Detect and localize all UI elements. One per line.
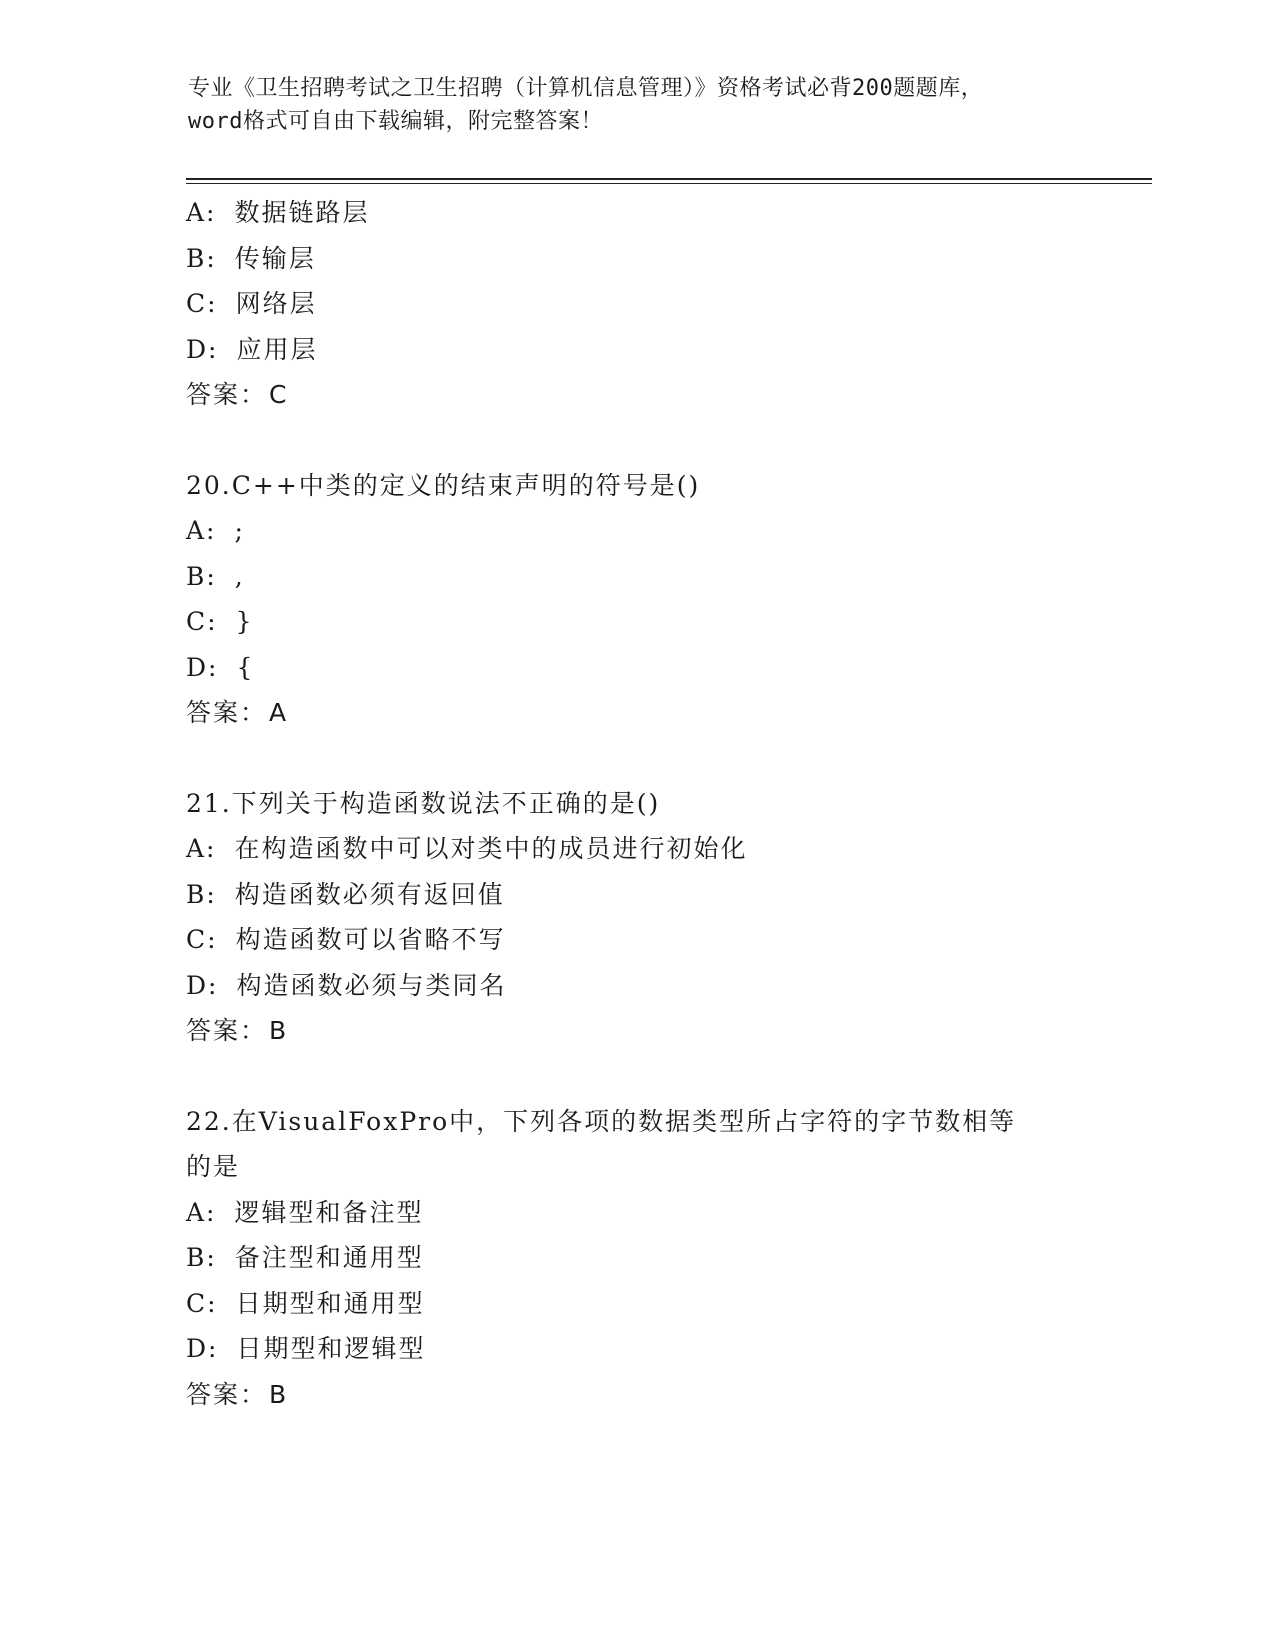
answer-label: 答案： [186,698,268,727]
option-key: C: [186,289,218,318]
option-key: D: [186,1334,219,1363]
question-list [186,190,1086,1417]
option-key: D: [186,652,219,682]
answer [186,1372,1086,1418]
option-text: 构造函数可以省略不写 [235,925,506,954]
question-20 [186,463,1086,736]
option-text: 日期型和通用型 [235,1288,425,1318]
option-text: 备注型和通用型 [234,1243,424,1272]
option-d [186,963,1086,1009]
option-c [186,281,1086,327]
option-b [186,872,1086,918]
option-text: 传输层 [234,243,316,273]
answer-label: 答案： [186,380,268,409]
question-19-continued [186,190,1086,418]
question-21 [186,781,1086,1054]
option-a [186,826,1086,872]
question-22 [186,1099,1086,1418]
option-key: C: [186,1288,218,1318]
answer-label: 答案： [186,1016,268,1045]
option-text: ; [234,516,245,545]
option-key: C: [186,607,218,636]
option-d [186,1326,1086,1372]
option-text: } [235,607,254,636]
document-header [188,72,1068,138]
option-text: 逻辑型和备注型 [234,1197,424,1227]
option-text: , [234,561,245,591]
option-text: 日期型和逻辑型 [236,1334,426,1363]
header-title-line-1: 专业《卫生招聘考试之卫生招聘（计算机信息管理）》资格考试必背200题题库， [188,76,984,101]
option-key: A: [186,198,217,227]
option-d [186,645,1086,691]
answer-value: B [269,1379,287,1409]
option-text: 应用层 [236,334,318,364]
option-key: D: [186,334,219,364]
option-a [186,190,1086,236]
option-text: { [236,652,255,682]
option-key: A: [186,516,217,545]
option-c [186,599,1086,645]
option-key: B: [186,243,217,273]
option-key: B: [186,561,217,591]
answer [186,372,1086,418]
option-key: A: [186,1197,217,1227]
header-divider [186,178,1152,184]
option-key: B: [186,1243,217,1272]
option-b [186,554,1086,600]
option-text: 在构造函数中可以对类中的成员进行初始化 [234,834,748,863]
option-text: 构造函数必须有返回值 [234,879,505,909]
answer-label: 答案： [186,1379,268,1409]
answer-value: C [269,380,287,409]
question-stem: 20.C++中类的定义的结束声明的符号是() [186,470,701,500]
option-d [186,327,1086,373]
option-a [186,508,1086,554]
question-stem: 21.下列关于构造函数说法不正确的是() [186,788,661,818]
option-text: 构造函数必须与类同名 [236,970,507,1000]
answer [186,690,1086,736]
option-text: 数据链路层 [234,198,370,227]
answer-value: B [269,1016,287,1045]
answer-value: A [269,698,287,727]
answer [186,1008,1086,1054]
option-c [186,1281,1086,1327]
option-b [186,1235,1086,1281]
option-key: D: [186,970,219,1000]
question-stem-line-1: 22.在VisualFoxPro中，下列各项的数据类型所占字符的字节数相等 [186,1106,1017,1136]
question-stem-line-2: 的是 [186,1152,241,1181]
option-a [186,1190,1086,1236]
option-text: 网络层 [235,289,317,318]
option-b [186,236,1086,282]
option-key: C: [186,925,218,954]
option-key: B: [186,879,217,909]
option-key: A: [186,834,217,863]
header-title-line-2: word格式可自由下载编辑，附完整答案！ [188,109,603,134]
option-c [186,917,1086,963]
